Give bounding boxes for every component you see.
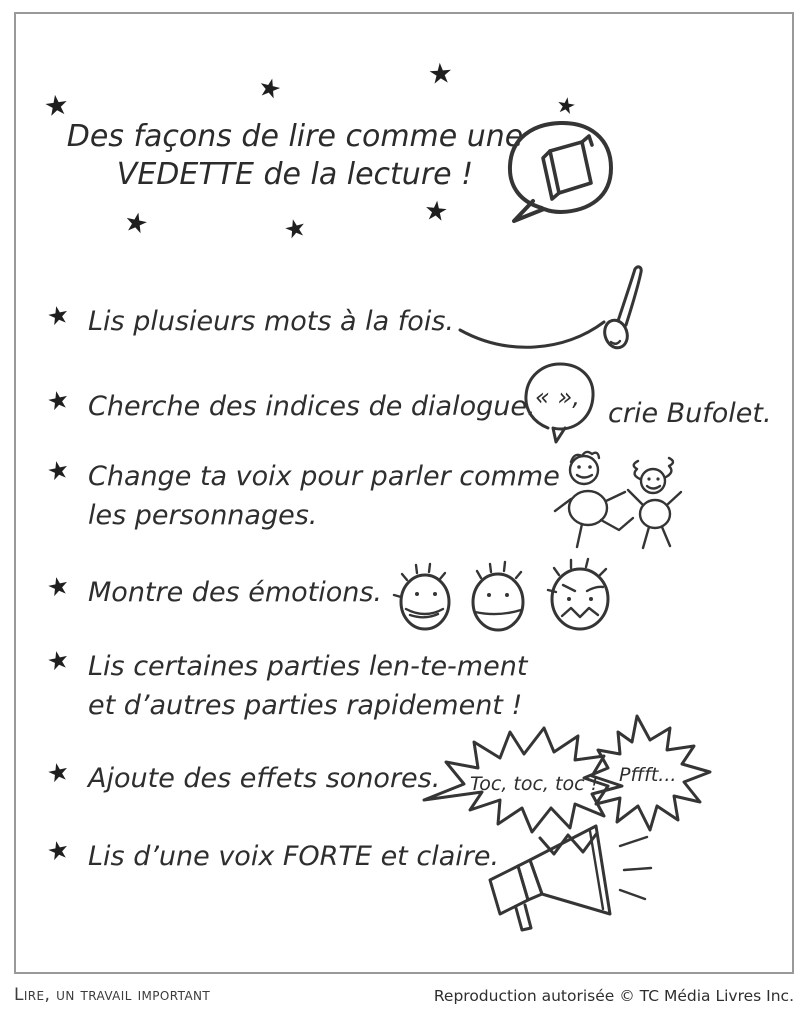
footer-copyright: Reproduction autorisée © TC Média Livres Inc. bbox=[433, 987, 794, 1005]
item-text-7: Lis d’une voix FORTE et claire. bbox=[88, 841, 500, 872]
bullet-star-icon: ★ bbox=[44, 298, 73, 333]
dialogue-bubble-text: « », bbox=[535, 383, 580, 411]
bullet-star-icon: ★ bbox=[44, 453, 73, 488]
children-characters-drawing bbox=[552, 446, 687, 551]
page-title-line1: Des façons de lire comme une bbox=[66, 119, 524, 154]
megaphone-drawing bbox=[478, 818, 653, 933]
item-text-6: Ajoute des effets sonores. bbox=[88, 763, 441, 794]
bullet-star-icon: ★ bbox=[44, 643, 73, 678]
item-text-4: Montre des émotions. bbox=[88, 577, 383, 608]
page-title-line2: VEDETTE de la lecture ! bbox=[116, 157, 474, 192]
star-icon: ★ bbox=[422, 194, 450, 229]
star-icon: ★ bbox=[121, 205, 152, 242]
book-speech-bubble-icon bbox=[500, 112, 620, 227]
star-icon: ★ bbox=[280, 211, 310, 246]
item-text-2: Cherche des indices de dialogue. bbox=[88, 391, 536, 422]
item-text-5-line1: Lis certaines parties len-te-ment bbox=[88, 651, 528, 682]
star-icon: ★ bbox=[426, 56, 455, 91]
star-icon: ★ bbox=[254, 71, 285, 107]
page-title bbox=[60, 118, 530, 194]
sound-effect-text-2: Pffft... bbox=[619, 764, 677, 786]
star-icon: ★ bbox=[41, 87, 72, 124]
bullet-star-icon: ★ bbox=[44, 755, 73, 790]
star-icon: ★ bbox=[554, 92, 578, 121]
emotion-faces-drawing bbox=[392, 556, 627, 638]
bullet-star-icon: ★ bbox=[44, 833, 73, 868]
sound-effect-text-1: Toc, toc, toc ! bbox=[470, 773, 599, 795]
bullet-star-icon: ★ bbox=[44, 569, 73, 604]
bullet-star-icon: ★ bbox=[44, 383, 73, 418]
item-text-3-line1: Change ta voix pour parler comme bbox=[88, 461, 560, 492]
item-text-3-line2: les personnages. bbox=[88, 500, 318, 531]
item-text-1: Lis plusieurs mots à la fois. bbox=[88, 306, 454, 337]
dialogue-annotation: crie Bufolet. bbox=[608, 398, 772, 429]
footer-series-title: Lire, un travail important bbox=[14, 985, 211, 1005]
item-text-5-line2: et d’autres parties rapidement ! bbox=[88, 690, 523, 721]
dialogue-bubble-drawing bbox=[518, 356, 606, 452]
reading-sweep-spoon-drawing bbox=[452, 262, 657, 362]
